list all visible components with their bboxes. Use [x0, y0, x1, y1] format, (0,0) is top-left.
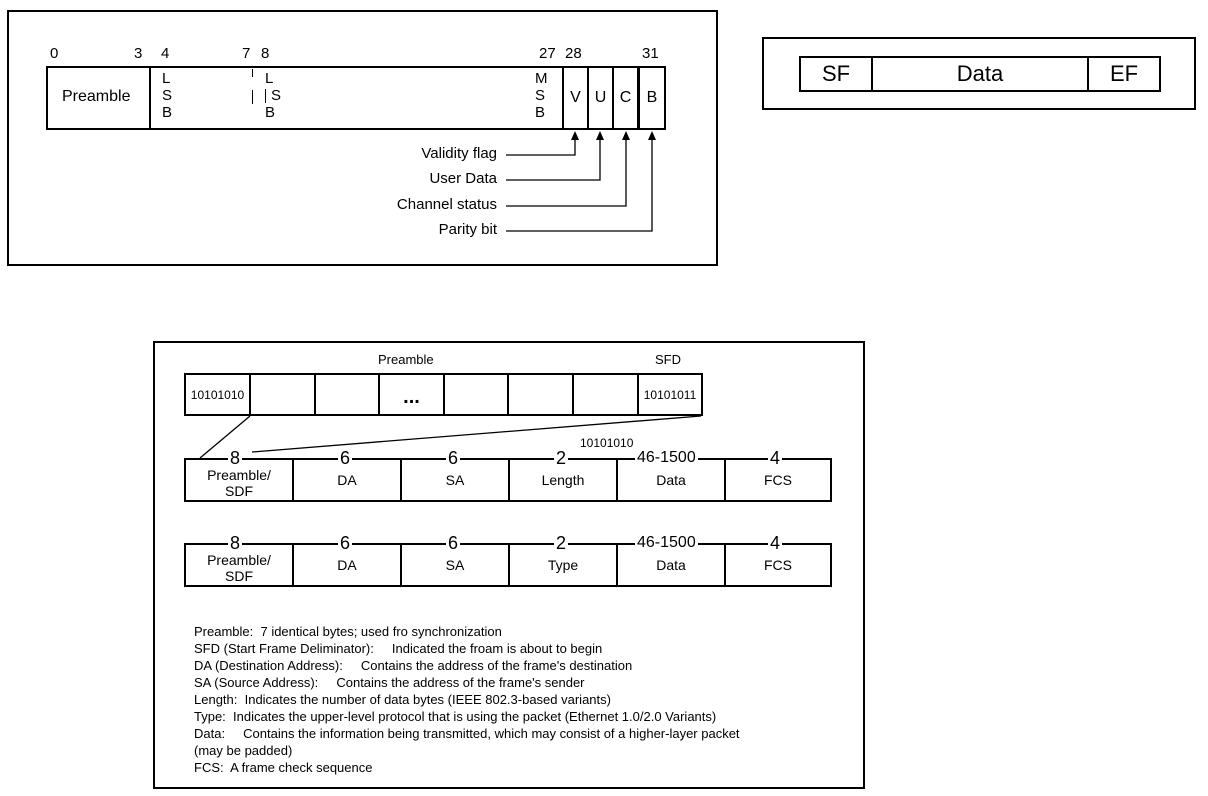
parity-bit-cell: B: [638, 66, 666, 130]
frame2-sa-field: SA: [400, 543, 510, 587]
bit-number-27: 27: [539, 45, 556, 62]
legend-line: Data: Contains the information being transmitted, which may consist of a higher-layer packet: [194, 726, 740, 741]
legend-line: Length: Indicates the number of data bytes (IEEE 802.3-based variants): [194, 692, 611, 707]
lsb-label-right: L S B: [265, 70, 282, 121]
bit-number-31: 31: [642, 45, 659, 62]
frame1-size-4: 4: [770, 448, 781, 468]
frame2-size-6: 6: [340, 533, 351, 553]
frame1-size-6: 6: [340, 448, 351, 468]
ethernet-sfd-label: SFD: [655, 352, 681, 367]
lsb-label-left: L S B: [162, 70, 173, 121]
legend-line: (may be padded): [194, 743, 293, 758]
legend-line: DA (Destination Address): Contains the address of the frame's destination: [194, 658, 633, 673]
bit-number-4: 4: [161, 45, 170, 62]
frame2-preamble-name: Preamble/ SDF: [207, 552, 271, 584]
frame1-size-8: 8: [230, 448, 241, 468]
user-data-bit-cell: U: [587, 66, 614, 130]
frame2-size-6b: 6: [448, 533, 459, 553]
bit-number-0: 0: [50, 45, 59, 62]
legend-line: SFD (Start Frame Deliminator): Indicated the froam is about to begin: [194, 641, 603, 656]
frame2-size-4: 4: [770, 533, 781, 553]
legend-line: Preamble: 7 identical bytes; used fro synchronization: [194, 624, 502, 639]
frame1-length-field: Length: [508, 458, 618, 502]
bit-number-7: 7: [242, 45, 251, 62]
ethernet-frame-length: [184, 448, 832, 502]
frame2-size-2: 2: [556, 533, 567, 553]
preamble-byte-ellipsis: ...: [378, 373, 445, 416]
frame2-type-field: Type: [508, 543, 618, 587]
frame2-size-8: 8: [230, 533, 241, 553]
frame1-da-field: DA: [292, 458, 402, 502]
frame1-size-2: 2: [556, 448, 567, 468]
frame1-sa-field: SA: [400, 458, 510, 502]
callout-user-data: User Data: [429, 170, 497, 187]
frame2-fcs-field: FCS: [724, 543, 832, 587]
frame2-da-field: DA: [292, 543, 402, 587]
aes-preamble-label: Preamble: [62, 88, 131, 105]
bit-number-28: 28: [565, 45, 582, 62]
bit-number-8: 8: [261, 45, 270, 62]
frame1-size-6b: 6: [448, 448, 459, 468]
msb-label: M S B: [535, 70, 548, 121]
bit-number-3: 3: [134, 45, 143, 62]
channel-status-bit-cell: C: [612, 66, 639, 130]
sfd-byte: 10101011: [637, 373, 703, 416]
frame2-size-46-1500: 46-1500: [637, 534, 696, 551]
frame1-fcs-field: FCS: [724, 458, 832, 502]
data-field: Data: [871, 56, 1089, 92]
callout-parity-bit: Parity bit: [438, 221, 497, 238]
callout-channel-status: Channel status: [396, 196, 497, 213]
sf-field: SF: [799, 56, 873, 92]
validity-bit-cell: V: [562, 66, 589, 130]
frame1-preamble-name: Preamble/ SDF: [207, 467, 271, 499]
callout-validity-flag: Validity flag: [421, 145, 497, 162]
ethernet-frame-type: [184, 533, 832, 587]
legend-line: FCS: A frame check sequence: [194, 760, 373, 775]
frame2-data-field: Data: [616, 543, 726, 587]
preamble-byte-first: 10101010: [184, 373, 251, 416]
ethernet-preamble-label: Preamble: [378, 352, 434, 367]
between-label: 10101010: [580, 436, 634, 450]
legend-line: Type: Indicates the upper-level protocol that is using the packet (Ethernet 1.0/2.0 Variants): [194, 709, 717, 724]
legend-line: SA (Source Address): Contains the address of the frame's sender: [194, 675, 585, 690]
field-legend: [194, 623, 740, 776]
frame1-data-field: Data: [616, 458, 726, 502]
ef-field: EF: [1087, 56, 1161, 92]
frame1-size-46-1500: 46-1500: [637, 449, 696, 466]
